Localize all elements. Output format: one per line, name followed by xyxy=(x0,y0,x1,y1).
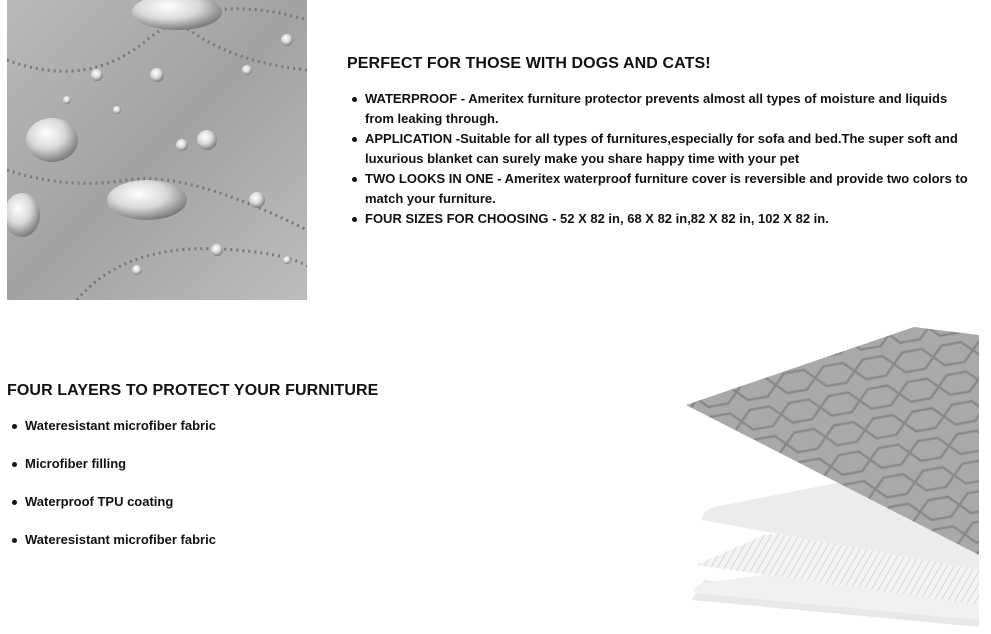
list-item: WATERPROOF - Ameritex furniture protector prevents almost all types of moisture and liquids from leaking through. xyxy=(365,89,975,129)
list-item: Wateresistant microfiber fabric xyxy=(25,530,425,550)
list-item: Waterproof TPU coating xyxy=(25,492,425,512)
layers-list xyxy=(25,416,425,568)
feature-list xyxy=(365,89,975,229)
section-heading-pets: PERFECT FOR THOSE WITH DOGS AND CATS! xyxy=(347,55,711,72)
list-item: APPLICATION -Suitable for all types of furnitures,especially for sofa and bed.The super soft and luxurious blanket can surely make you share happy time with your pet xyxy=(365,129,975,169)
layers-diagram-image xyxy=(684,325,979,627)
waterproof-fabric-image xyxy=(7,0,307,300)
list-item: TWO LOOKS IN ONE - Ameritex waterproof furniture cover is reversible and provide two colors to match your furniture. xyxy=(365,169,975,209)
section-heading-layers: FOUR LAYERS TO PROTECT YOUR FURNITURE xyxy=(7,382,379,399)
list-item: FOUR SIZES FOR CHOOSING - 52 X 82 in, 68 X 82 in,82 X 82 in, 102 X 82 in. xyxy=(365,209,975,229)
list-item: Wateresistant microfiber fabric xyxy=(25,416,425,436)
list-item: Microfiber filling xyxy=(25,454,425,474)
